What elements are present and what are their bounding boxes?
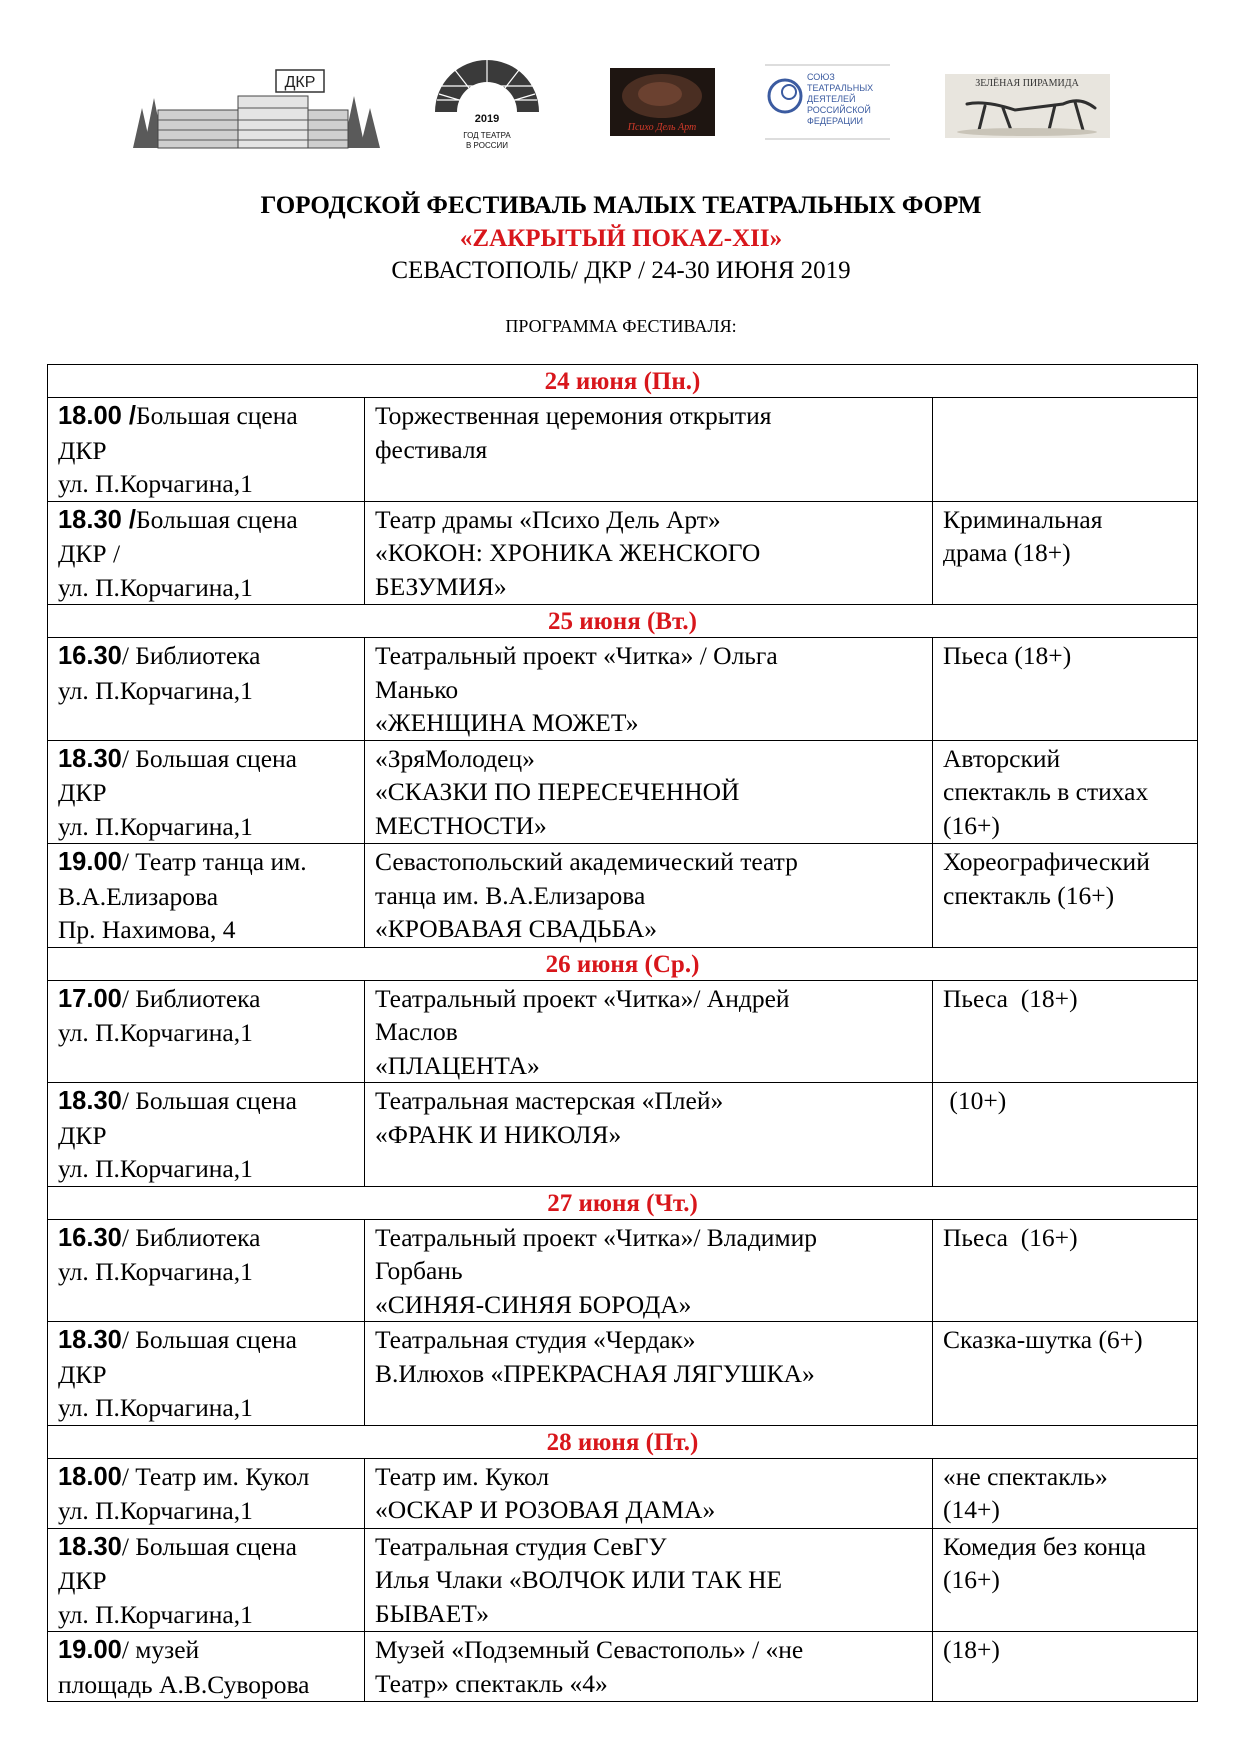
year-of-theatre-logo [425,50,550,155]
event-title-cell [365,1458,933,1528]
event-title-line: «ОСКАР И РОЗОВАЯ ДАМА» [375,1495,716,1524]
event-time-place-cell [48,844,365,948]
event-place-line: ДКР [58,778,107,807]
event-place-line: В.А.Елизарова [58,881,219,911]
event-time: 18.30 [58,1326,122,1354]
event-row [48,740,1198,844]
event-info-cell [933,501,1198,605]
event-title-line: Горбань [375,1256,463,1285]
event-time-place-cell [48,1219,365,1322]
event-info-line: спектакль в стихах [943,777,1149,806]
program-label: ПРОГРАММА ФЕСТИВАЛЯ: [505,316,737,336]
event-row [48,844,1198,948]
event-time: 18.30 [58,744,122,773]
event-info-line: (14+) [943,1495,1000,1524]
event-row [48,501,1198,605]
event-time: 19.00 [58,1636,122,1664]
event-title-line: «ПЛАЦЕНТА» [375,1050,540,1080]
event-title-line: «ЗряМолодец» [375,743,535,773]
event-title-line: Манько [375,674,459,704]
event-info-line: «не спектакль» [943,1461,1108,1491]
event-title-line: Торжественная церемония открытия [375,401,772,430]
event-place-line: ул. П.Корчагина,1 [58,1154,253,1183]
event-place-line: / Библиотека [121,1222,261,1252]
event-place-line: ДКР / [58,539,121,568]
union-line-5: ФЕДЕРАЦИИ [807,116,863,126]
event-title-line: «ЖЕНЩИНА МОЖЕТ» [375,708,639,737]
logo-row [0,50,1242,160]
event-place-line: / Библиотека [121,983,261,1013]
union-line-2: ТЕАТРАЛЬНЫХ [807,83,874,93]
event-info-cell [933,1458,1198,1528]
day-label: 26 июня (Ср.) [48,947,1198,980]
event-time: 17.00 [58,984,122,1013]
event-row [48,398,1198,502]
day-label: 24 июня (Пн.) [48,365,1198,398]
event-info-line: (16+) [943,1565,1000,1594]
event-time: 19.00 [58,848,122,876]
event-title-line: Театральная студия СевГУ [375,1531,667,1561]
event-place-line: ДКР [58,1120,107,1150]
schedule-table [47,364,1198,1702]
event-title-cell [365,1083,933,1187]
event-time-place-cell [48,501,365,605]
event-title-cell [365,1632,933,1702]
event-place-line: ул. П.Корчагина,1 [58,1599,253,1629]
day-header-row [48,947,1198,980]
event-title-cell [365,1322,933,1426]
event-info-cell [933,1219,1198,1322]
event-time: 18.30 [58,1087,122,1115]
event-title-cell [365,844,933,948]
event-title-line: фестиваля [375,434,488,464]
event-info-line: Комедия без конца [943,1531,1147,1561]
event-title-line: БЫВАЕТ» [375,1598,489,1628]
event-info-line: драма (18+) [943,538,1071,567]
event-title-line: танца им. В.А.Елизарова [375,880,646,910]
event-title-line: Маслов [375,1017,458,1046]
event-title-line: Театр драмы «Психо Дель Арт» [375,504,721,534]
event-time-place-cell [48,638,365,741]
day-header-row [48,365,1198,398]
event-row [48,638,1198,741]
event-info-cell [933,1632,1198,1702]
event-time-place-cell [48,1458,365,1528]
event-title-line: Театральный проект «Читка»/ Владимир [375,1222,817,1252]
event-info-cell [933,1322,1198,1426]
psycho-del-art-logo [610,68,715,136]
event-title-cell [365,740,933,844]
event-info-line: Хореографический [943,847,1150,876]
event-place-line: ул. П.Корчагина,1 [58,1018,253,1047]
event-title-line: Театральная мастерская «Плей» [375,1086,724,1115]
event-time-place-cell [48,1083,365,1187]
event-info-line: Авторский [943,743,1061,773]
event-title-line: Театр» спектакль «4» [375,1668,608,1698]
event-time-place-cell [48,980,365,1083]
event-title-line: Илья Члаки «ВОЛЧОК ИЛИ ТАК НЕ [375,1565,783,1594]
event-place-line: площадь А.В.Суворова [58,1669,310,1699]
event-title-line: Театр им. Кукол [375,1461,550,1491]
day-header-row [48,605,1198,638]
event-time: 18.30 [58,1532,122,1561]
event-place-line: Большая сцена [135,401,298,430]
event-title-line: «СИНЯЯ-СИНЯЯ БОРОДА» [375,1289,692,1319]
event-info-cell [933,980,1198,1083]
event-row [48,1632,1198,1702]
event-title-cell [365,1528,933,1632]
event-info-cell [933,1083,1198,1187]
event-place-line: ул. П.Корчагина,1 [58,675,253,705]
event-time: 16.30 [58,1223,122,1252]
day-label: 27 июня (Чт.) [48,1186,1198,1219]
event-title-cell [365,638,933,741]
event-place-line: / Большая сцена [121,1325,297,1354]
day-header-row [48,1425,1198,1458]
event-place-line: ул. П.Корчагина,1 [58,1257,253,1286]
event-row [48,1458,1198,1528]
festival-subtitle: «ZАКРЫТЫЙ ПОКАZ-XII» [459,225,783,252]
event-title-line: Севастопольский академический театр [375,847,798,876]
event-info-line: Сказка-шутка (6+) [943,1325,1143,1354]
event-place-line: ул. П.Корчагина,1 [58,572,253,602]
event-place-line: / Театр танца им. [121,847,307,876]
event-place-line: ДКР [58,1359,107,1389]
event-title-cell [365,980,933,1083]
event-title-line: «ФРАНК И НИКОЛЯ» [375,1119,622,1149]
event-info-line: Пьеса (16+) [943,1222,1078,1252]
event-info-line: Пьеса (18+) [943,983,1078,1013]
year-caption-1: ГОД ТЕАТРА [463,131,511,140]
event-info-line: (16+) [943,810,1000,840]
event-place-line: / Большая сцена [121,743,297,773]
event-info-cell [933,740,1198,844]
dkr-building-logo [128,68,383,150]
event-row [48,1322,1198,1426]
event-title-line: «КОКОН: ХРОНИКА ЖЕНСКОГО [375,538,761,567]
union-line-3: ДЕЯТЕЛЕЙ [807,94,856,104]
event-title-cell [365,398,933,502]
dkr-label: ДКР [284,74,316,91]
event-time-place-cell [48,1528,365,1632]
event-place-line: ДКР [58,435,107,465]
event-info-cell [933,398,1198,502]
event-title-line: «СКАЗКИ ПО ПЕРЕСЕЧЕННОЙ [375,777,740,806]
event-info-line: (18+) [943,1635,1000,1664]
event-place-line: / Большая сцена [121,1086,297,1115]
event-place-line: ДКР [58,1566,107,1595]
event-title-line: Театральный проект «Читка» / Ольга [375,641,778,670]
event-title-line: МЕСТНОСТИ» [375,810,547,840]
event-time: 18.00 / [58,402,136,430]
event-info-line: (10+) [943,1086,1007,1115]
event-title-line: «КРОВАВАЯ СВАДЬБА» [375,914,658,943]
day-header-row [48,1186,1198,1219]
event-row [48,980,1198,1083]
event-info-line: Криминальная [943,504,1103,534]
day-label: 28 июня (Пт.) [48,1425,1198,1458]
event-title-line: В.Илюхов «ПРЕКРАСНАЯ ЛЯГУШКА» [375,1358,815,1388]
event-row [48,1219,1198,1322]
event-info-cell [933,1528,1198,1632]
event-place-line: ул. П.Корчагина,1 [58,811,253,841]
event-row [48,1528,1198,1632]
event-title-line: Музей «Подземный Севастополь» / «не [375,1635,804,1664]
event-info-line: Пьеса (18+) [943,641,1072,670]
green-pyramid-logo [945,74,1110,138]
event-time: 18.30 / [58,505,136,534]
theatre-union-logo [765,64,890,140]
event-time: 16.30 [58,642,122,670]
union-line-1: СОЮЗ [807,72,835,82]
year-number: 2019 [474,113,500,125]
event-time: 18.00 [58,1462,122,1491]
event-place-line: ул. П.Корчагина,1 [58,469,253,498]
event-title-line: Театральный проект «Читка»/ Андрей [375,983,790,1013]
event-title-line: Театральная студия «Чердак» [375,1325,696,1354]
event-place-line: / Театр им. Кукол [121,1461,310,1491]
event-time-place-cell [48,1632,365,1702]
event-place-line: / Библиотека [121,641,261,670]
event-place-line: ул. П.Корчагина,1 [58,1496,253,1525]
event-time-place-cell [48,1322,365,1426]
day-label: 25 июня (Вт.) [48,605,1198,638]
event-time-place-cell [48,398,365,502]
event-place-line: Пр. Нахимова, 4 [58,915,236,944]
event-place-line: Большая сцена [135,504,298,534]
event-row [48,1083,1198,1187]
event-info-line: спектакль (16+) [943,880,1115,910]
event-place-line: ул. П.Корчагина,1 [58,1393,253,1422]
event-place-line: / Большая сцена [121,1531,297,1561]
event-title-cell [365,1219,933,1322]
event-place-line: / музей [121,1635,200,1664]
festival-location-dates: СЕВАСТОПОЛЬ/ ДКР / 24-30 ИЮНЯ 2019 [391,257,851,284]
event-title-cell [365,501,933,605]
pyramid-caption: ЗЕЛЁНАЯ ПИРАМИДА [975,78,1079,89]
event-info-cell [933,844,1198,948]
event-time-place-cell [48,740,365,844]
event-info-cell [933,638,1198,741]
union-line-4: РОССИЙСКОЙ [807,105,871,115]
festival-title: ГОРОДСКОЙ ФЕСТИВАЛЬ МАЛЫХ ТЕАТРАЛЬНЫХ ФОРМ [260,192,982,219]
psycho-caption: Психо Дель Арт [627,122,697,133]
year-caption-2: В РОССИИ [466,141,508,150]
event-title-line: БЕЗУМИЯ» [375,571,507,601]
